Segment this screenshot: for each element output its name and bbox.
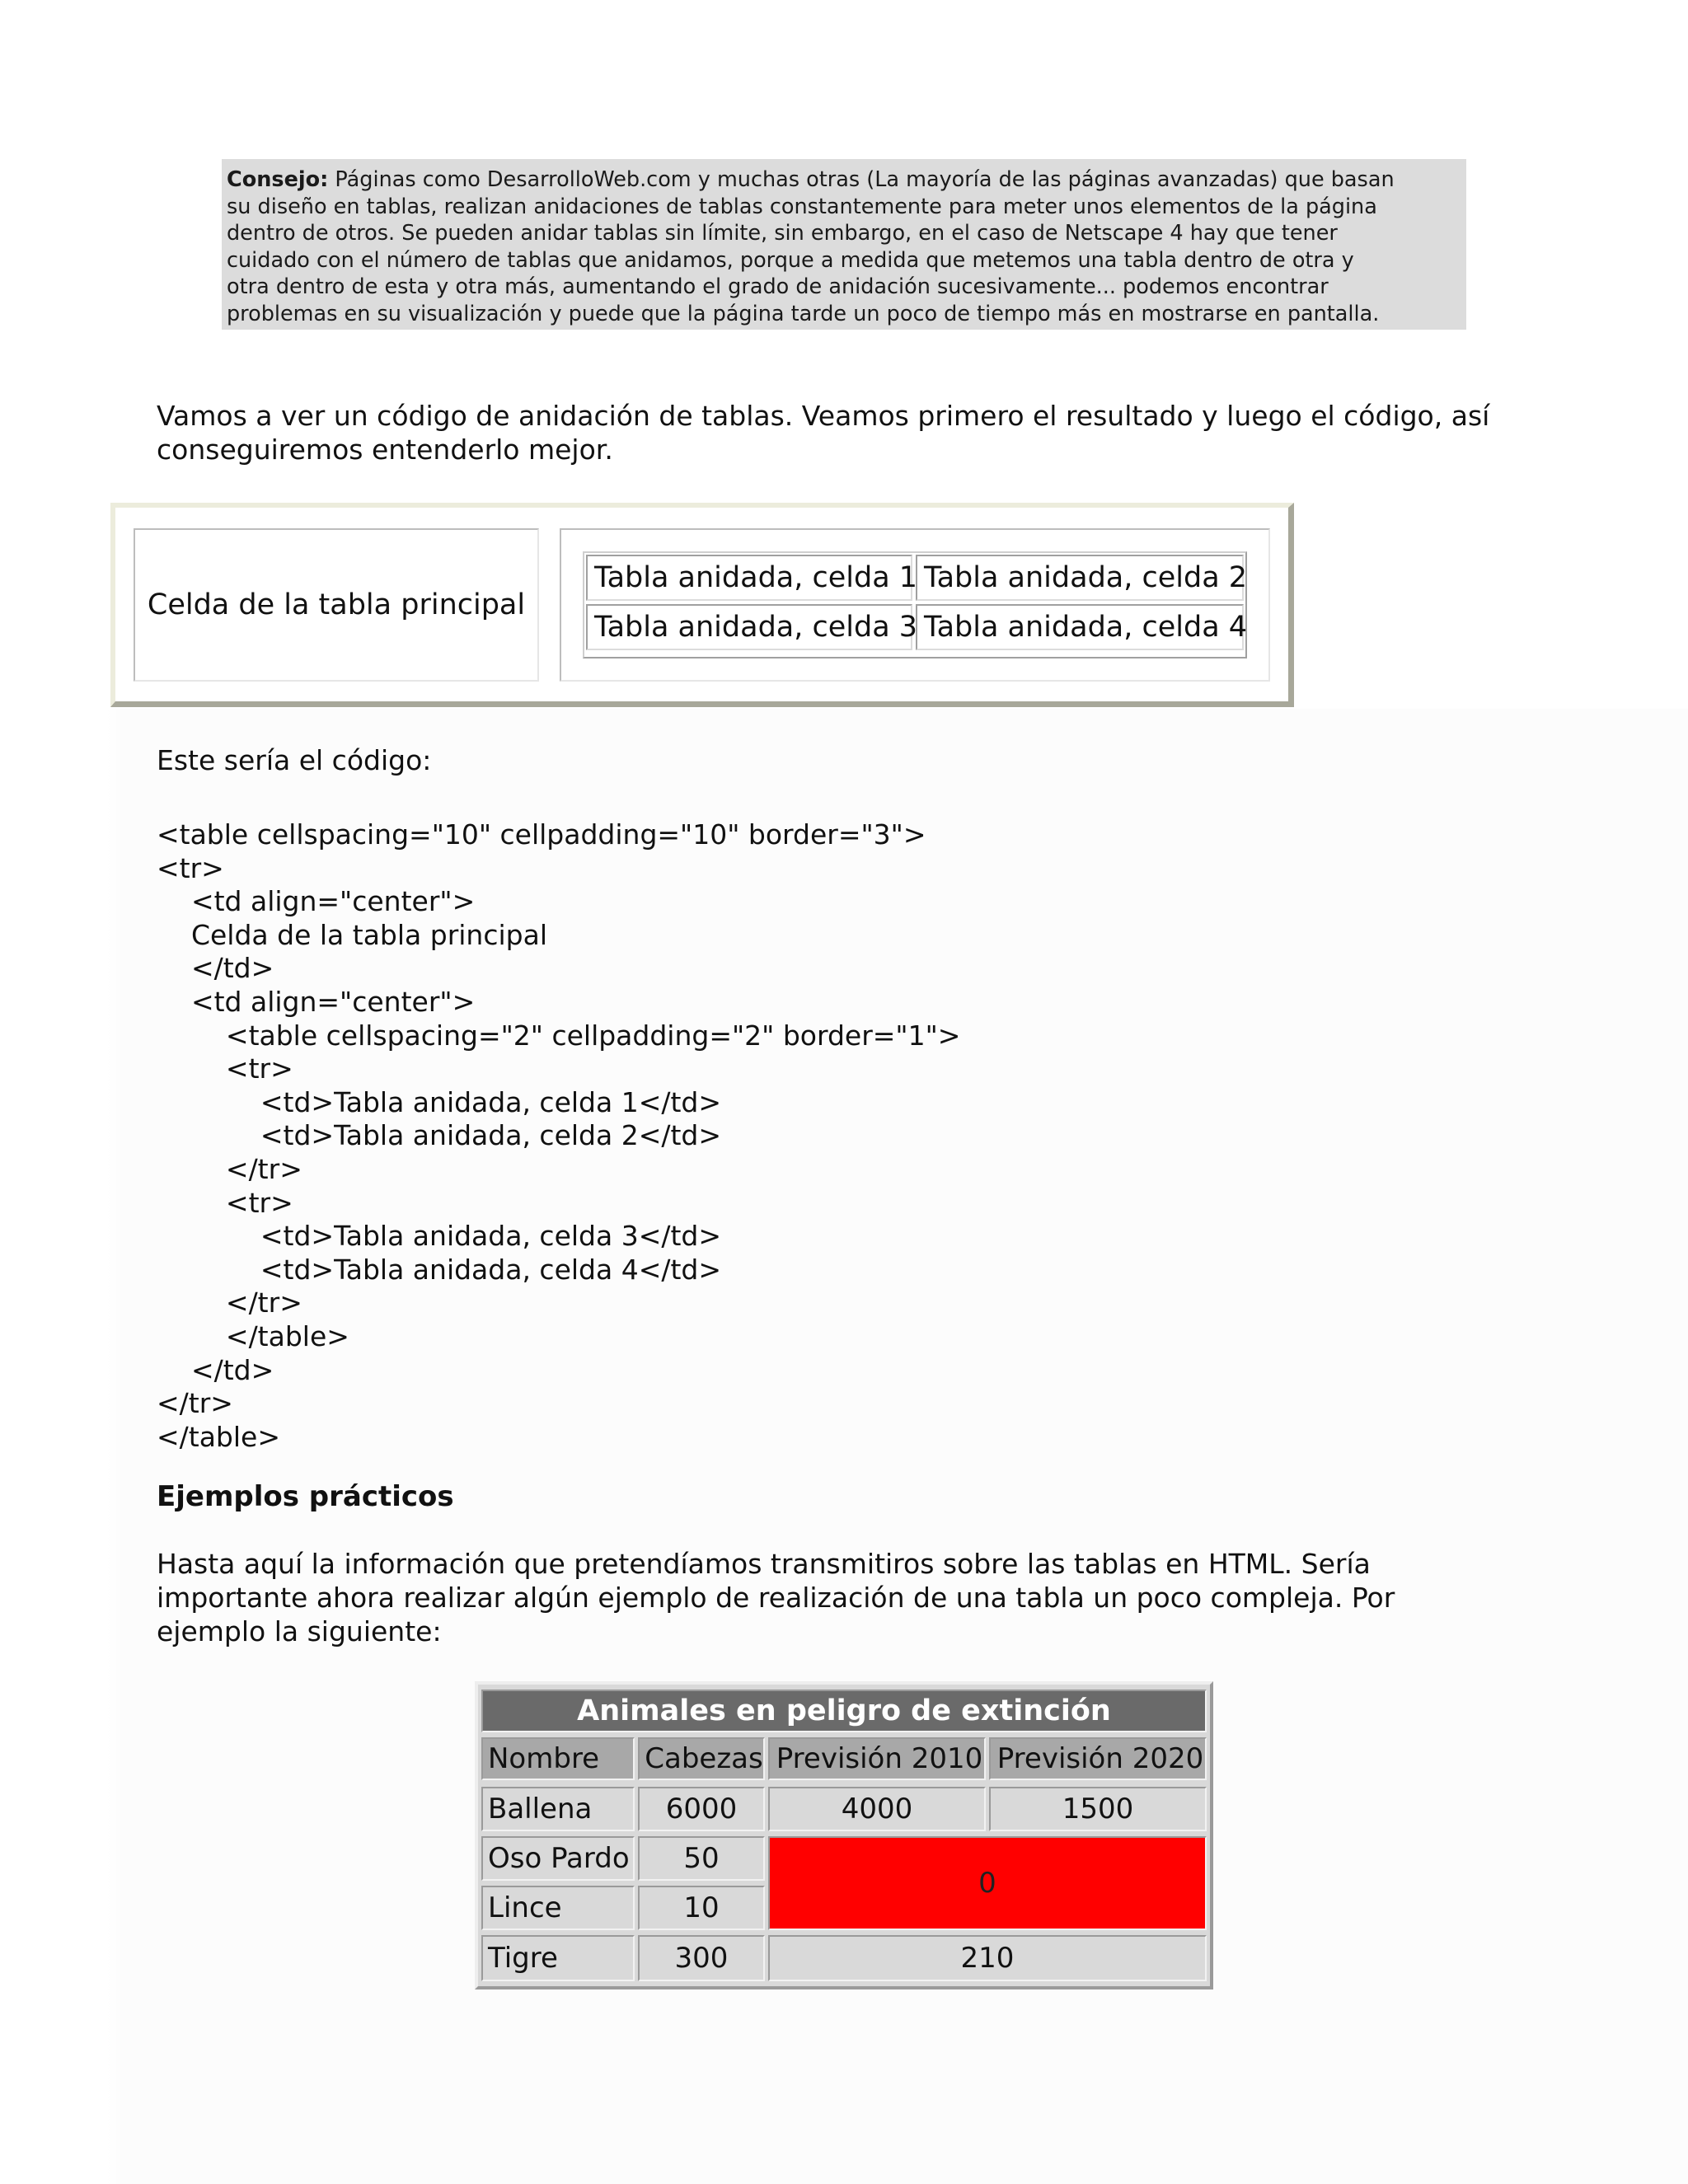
tip-line: dentro de otros. Se pueden anidar tablas sin límite, sin embargo, en el caso de Netscape 4 hay que tener bbox=[227, 221, 1338, 246]
animals-table-title: Animales en peligro de extinción bbox=[481, 1690, 1207, 1732]
tip-line: su diseño en tablas, realizan anidaciones de tablas constantemente para meter unos elementos de la página bbox=[227, 194, 1377, 219]
row-ballena-2020: 1500 bbox=[989, 1787, 1207, 1831]
tip-label: Consejo: bbox=[227, 167, 329, 192]
row-lince-cabezas: 10 bbox=[638, 1886, 765, 1930]
merged-red-cell: 0 bbox=[768, 1836, 1207, 1930]
nested-cell-2: Tabla anidada, celda 2 bbox=[916, 555, 1244, 601]
tip-line: Páginas como DesarrolloWeb.com y muchas otras (La mayoría de las páginas avanzadas) que basan bbox=[328, 167, 1395, 192]
section-heading: Ejemplos prácticos bbox=[157, 1480, 454, 1513]
row-tigre-nombre: Tigre bbox=[481, 1935, 635, 1981]
example-main-cell bbox=[134, 528, 539, 682]
nested-cell-1: Tabla anidada, celda 1 bbox=[586, 555, 912, 601]
tip-box bbox=[222, 159, 1466, 330]
example-main-cell-text: Celda de la tabla principal bbox=[147, 588, 526, 621]
intro-paragraph: Vamos a ver un código de anidación de tablas. Veamos primero el resultado y luego el código, así conseguiremos entenderlo mejor. bbox=[157, 400, 1490, 466]
code-intro: Este sería el código: bbox=[157, 744, 432, 776]
nested-cell-4: Tabla anidada, celda 4 bbox=[916, 604, 1244, 650]
header-nombre: Nombre bbox=[481, 1737, 635, 1780]
row-oso-pardo-nombre: Oso Pardo bbox=[481, 1836, 635, 1881]
row-ballena-cabezas: 6000 bbox=[638, 1787, 765, 1831]
header-prevision-2020: Previsión 2020 bbox=[989, 1737, 1207, 1780]
row-tigre-merged: 210 bbox=[768, 1935, 1207, 1981]
row-tigre-cabezas: 300 bbox=[638, 1935, 765, 1981]
header-cabezas: Cabezas bbox=[638, 1737, 765, 1780]
row-oso-pardo-cabezas: 50 bbox=[638, 1836, 765, 1881]
header-prevision-2010: Previsión 2010 bbox=[768, 1737, 986, 1780]
section-paragraph: Hasta aquí la información que pretendíamos transmitiros sobre las tablas en HTML. Sería importante ahora realizar algún ejemplo de realización de una tabla un poco compleja. Por ejemplo la siguiente: bbox=[157, 1548, 1395, 1647]
row-lince-nombre: Lince bbox=[481, 1886, 635, 1930]
row-ballena-nombre: Ballena bbox=[481, 1787, 635, 1831]
tip-line: problemas en su visualización y puede que la página tarde un poco de tiempo más en mostrarse en pantalla. bbox=[227, 301, 1380, 326]
nested-cell-3: Tabla anidada, celda 3 bbox=[586, 604, 912, 650]
tip-line: otra dentro de esta y otra más, aumentando el grado de anidación sucesivamente... podemos encontrar bbox=[227, 274, 1329, 300]
row-ballena-2010: 4000 bbox=[768, 1787, 986, 1831]
tip-line: cuidado con el número de tablas que anidamos, porque a medida que metemos una tabla dentro de otra y bbox=[227, 247, 1354, 273]
code-block: <table cellspacing="10" cellpadding="10" border="3"> <tr> <td align="center"> Celda de la tabla principal </td> <td align="center"> <table cellspacing="2" cellpadding="2" border="1"> <tr> <td>Tabla anidada, celda 1</td> <td>Tabla anidada, celda 2</td> </tr> <tr> <td>Tabla anidada, celda 3</td> <td>Tabla anidada, celda 4</td> </tr> </table> </td> </tr> </table> bbox=[157, 818, 961, 1453]
